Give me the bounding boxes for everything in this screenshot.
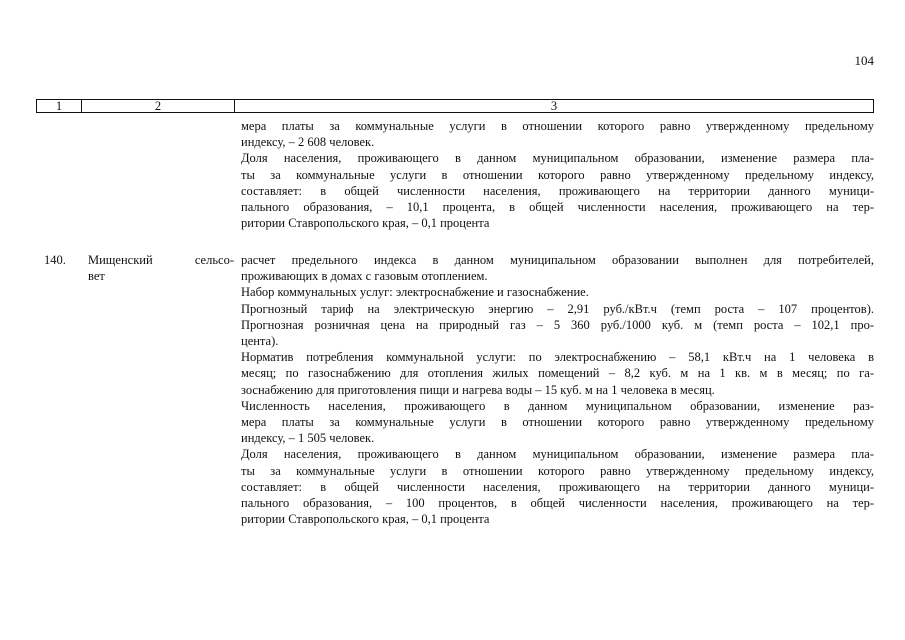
text-line: ритории Ставропольского края, – 0,1 процента — [241, 512, 490, 527]
text-line: пального образования, – 10,1 процента, в общей численности населения, проживающего на тер- — [241, 200, 874, 215]
text-line: Доля населения, проживающего в данном муниципальном образовании, изменение размера пла- — [241, 447, 874, 462]
continuation-text — [241, 118, 874, 231]
text-line: индексу, – 1 505 человек. — [241, 431, 375, 446]
text-line: месяц; по газоснабжению для отопления жилых помещений – 8,2 куб. м на 1 кв. м в месяц; по га- — [241, 366, 874, 381]
text-line: ты за коммунальные услуги в отношении которого равно утвержденному предельному индексу, — [241, 167, 874, 182]
table-header-row — [36, 99, 874, 113]
text-line: цента). — [241, 334, 279, 349]
column-header-1: 1 — [37, 100, 82, 112]
text-line: мера платы за коммунальные услуги в отношении которого равно утвержденному предельному — [241, 415, 874, 430]
text-line: Прогнозная розничная цена на природный газ – 5 360 руб./1000 куб. м (темп роста – 102,1 про- — [241, 317, 874, 332]
text-line: составляет: в общей численности населения, проживающего на территории данного муници- — [241, 183, 874, 198]
text-line: мера платы за коммунальные услуги в отношении которого равно утвержденному предельному — [241, 119, 874, 133]
text-line: Норматив потребления коммунальной услуги: по электроснабжению – 58,1 кВт.ч на 1 человека в — [241, 350, 874, 365]
column-header-3: 3 — [550, 99, 558, 113]
column-header-2: 2 — [82, 100, 235, 112]
text-line: Доля населения, проживающего в данном муниципальном образовании, изменение размера пла- — [241, 151, 874, 166]
text-line: расчет предельного индекса в данном муниципальном образовании выполнен для потребителей, — [241, 253, 874, 267]
text-line: ритории Ставропольского края, – 0,1 процента — [241, 216, 490, 231]
text-line: Численность населения, проживающего в данном муниципальном образовании, изменение раз- — [241, 398, 874, 413]
text-line: Прогнозный тариф на электрическую энергию – 2,91 руб./кВт.ч (темп роста – 107 процентов). — [241, 301, 874, 316]
municipality-name — [88, 252, 234, 284]
text-line: Набор коммунальных услуг: электроснабжение и газоснабжение. — [241, 285, 589, 300]
text-line: пального образования, – 100 процентов, в общей численности населения, проживающего на тер- — [241, 496, 874, 511]
entry-text — [241, 252, 874, 527]
municipality-name-line: Мищенский сельсо- — [88, 253, 234, 267]
text-line: зоснабжению для приготовления пищи и нагрева воды – 15 куб. м на 1 человека в месяц. — [241, 382, 715, 397]
municipality-name-line: вет — [88, 269, 105, 284]
text-line: составляет: в общей численности населения, проживающего на территории данного муници- — [241, 479, 874, 494]
row-number: 140. — [44, 253, 66, 267]
text-line: проживающих в домах с газовым отоплением. — [241, 269, 488, 284]
text-line: индексу, – 2 608 человек. — [241, 135, 375, 150]
page-number: 104 — [854, 53, 874, 68]
text-line: ты за коммунальные услуги в отношении которого равно утвержденному предельному индексу, — [241, 463, 874, 478]
